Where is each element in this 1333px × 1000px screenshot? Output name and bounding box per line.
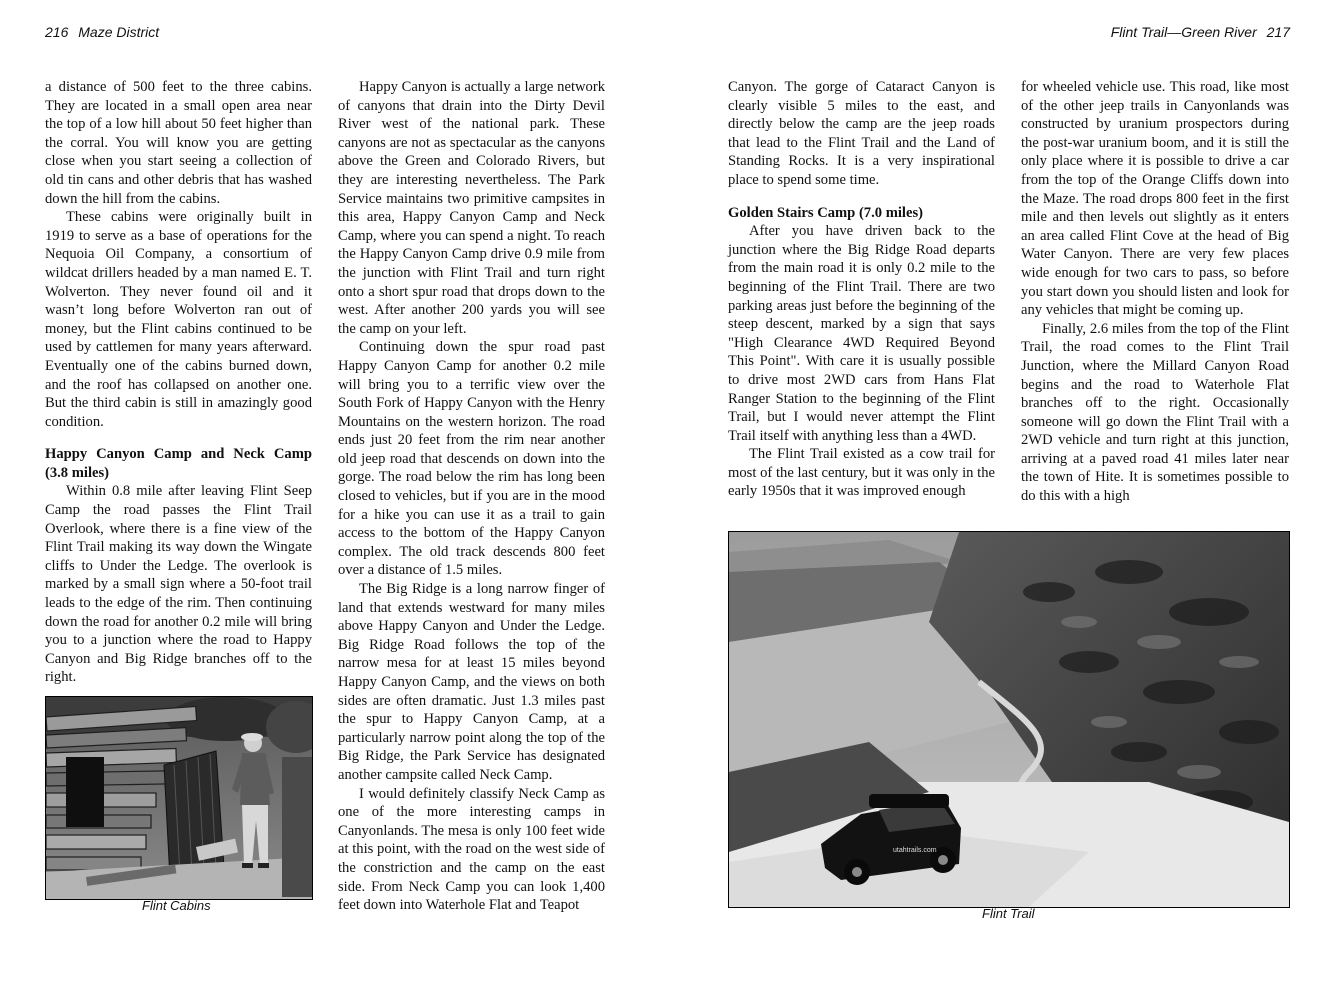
right-running-head — [1105, 24, 1290, 40]
flint-cabins-caption: Flint Cabins — [142, 898, 211, 913]
right-column-2 — [1021, 78, 1289, 506]
vehicle-decal-text: utahtrails.com — [893, 847, 937, 854]
left-column-2 — [338, 78, 605, 915]
left-running-head — [45, 24, 165, 40]
left-column-1 — [45, 78, 312, 687]
right-section-title: Flint Trail—Green River — [1110, 24, 1257, 40]
right-page-number: 217 — [1266, 24, 1290, 40]
paragraph: After you have driven back to the junction where the Big Ridge Road departs from the main road it is only 0.2 mile to the beginning of the Flint Trail. There are two parking areas just before the beginning of the steep descent, marked by a sign that says "High Clearance 4WD Required Beyond This Point". With care it is usually possible to drive most 2WD cars from Hans Flat Ranger Station to the beginning of the Flint Trail, but I would never attempt the Flint Trail itself with anything less than a 4WD. — [728, 223, 995, 444]
paragraph: Canyon. The gorge of Cataract Canyon is clearly visible 5 miles to the east, and directly below the camp are the jeep roads that lead to the Flint Trail and the Land of Standing Rocks. It is a very inspirational place to spend some time. — [728, 79, 995, 188]
paragraph: I would definitely classify Neck Camp as one of the more interesting camps in Canyonlands. The mesa is only 100 feet wide at this point, with the road on the west side of the constriction and the camp on the east side. From Neck Camp you can look 1,400 feet down into Waterhole Flat and Teapot — [338, 785, 605, 914]
paragraph: for wheeled vehicle use. This road, like most of the other jeep trails in Canyonlands was constructed by uranium prospectors during the post-war uranium boom, and it is still the only place where it is possible to drive a car from the top of the Orange Cliffs down into the Maze. The road drops 800 feet in the first mile and then levels out slightly as it enters an area called Flint Cove at the head of Big Water Canyon. There are very few places wide enough for two cars to pass, so before you start down you should listen and look for any vehicles that might be coming up. — [1021, 79, 1289, 319]
paragraph: a distance of 500 feet to the three cabins. They are located in a small open area near the top of a low hill about 50 feet higher than the corral. You will know you are getting close when you start seeing a collection of old tin cans and other debris that has washed down the hill from the cabins. — [45, 79, 312, 207]
flint-cabins-photo — [45, 696, 313, 900]
paragraph: These cabins were originally built in 1919 to serve as a base of operations for the Nequoia Oil Company, a consortium of wildcat drillers headed by a man named E. T. Wolverton. They never found oil and it wasn’t long before Wolverton ran out of money, but the Flint cabins continued to be used by cattlemen for many years afterward. Eventually one of the cabins burned down, and the roof has collapsed on another one. But the third cabin is still in amazingly good condition. — [45, 209, 312, 430]
flint-trail-caption: Flint Trail — [982, 906, 1035, 921]
section-heading-golden-stairs: Golden Stairs Camp (7.0 miles) — [728, 204, 923, 221]
paragraph: Happy Canyon is actually a large network of canyons that drain into the Dirty Devil River west of the national park. These canyons are not as spectacular as the canyons above the Green and Colorado Rivers, but they are interesting nevertheless. The Park Service maintains two primitive campsites in this area, Happy Canyon Camp and Neck Camp, where you can spend a night. To reach the Happy Canyon Camp drive 0.9 mile from the junction with Flint Trail and turn right onto a short spur road that drops down to the west. After another 200 yards you will see the camp on your left. — [338, 79, 605, 337]
paragraph: Within 0.8 mile after leaving Flint Seep Camp the road passes the Flint Trail Overlook, where there is a fine view of the Flint Trail making its way down the Wingate cliffs to Under the Ledge. The overlook is marked by a small sign where a 50-foot trail leads to the edge of the rim. Then continuing down the road for another 0.2 mile will bring you to a junction where the road to Happy Canyon and Big Ridge branches off to the right. — [45, 483, 312, 686]
paragraph: Finally, 2.6 miles from the top of the Flint Trail, the road comes to the Flint Trail Junction, where the Millard Canyon Road begins and the road to Waterhole Flat branches off to the right. Occasionally someone will go down the Flint Trail with a 2WD vehicle and turn right at this junction, arriving at a paved road 41 miles later near the town of Hite. It is sometimes possible to do this with a high — [1021, 320, 1289, 505]
paragraph: The Flint Trail existed as a cow trail for most of the last century, but it was only in the early 1950s that it was improved enough — [728, 446, 995, 500]
paragraph: Continuing down the spur road past Happy Canyon Camp for another 0.2 mile will bring you to a terrific view over the South Fork of Happy Canyon with the Henry Mountains on the western horizon. The road ends just 20 feet from the rim near another old jeep road that descends on down into the gorge. The road below the rim has long been closed to vehicles, but if you are in the mood for a hike you can use it as a trail to gain access to the bottom of the Happy Canyon complex. The old track descends 800 feet over a distance of 1.5 miles. — [338, 339, 605, 579]
left-page-number: 216 — [45, 24, 69, 40]
right-column-1 — [728, 78, 995, 501]
flint-trail-photo — [728, 531, 1290, 908]
left-section-title: Maze District — [78, 24, 160, 40]
paragraph: The Big Ridge is a long narrow finger of land that extends westward for many miles above Happy Canyon and Under the Ledge. Big Ridge Road follows the top of the narrow mesa for at least 15 miles beyond Happy Canyon Camp, and the views on both sides are often dramatic. Just 1.3 miles past the spur to Happy Canyon Camp, at a particularly narrow point along the top of the Big Ridge, the Park Service has designated another campsite called Neck Camp. — [338, 581, 605, 783]
section-heading-happy-canyon: Happy Canyon Camp and Neck Camp (3.8 miles) — [45, 446, 312, 481]
